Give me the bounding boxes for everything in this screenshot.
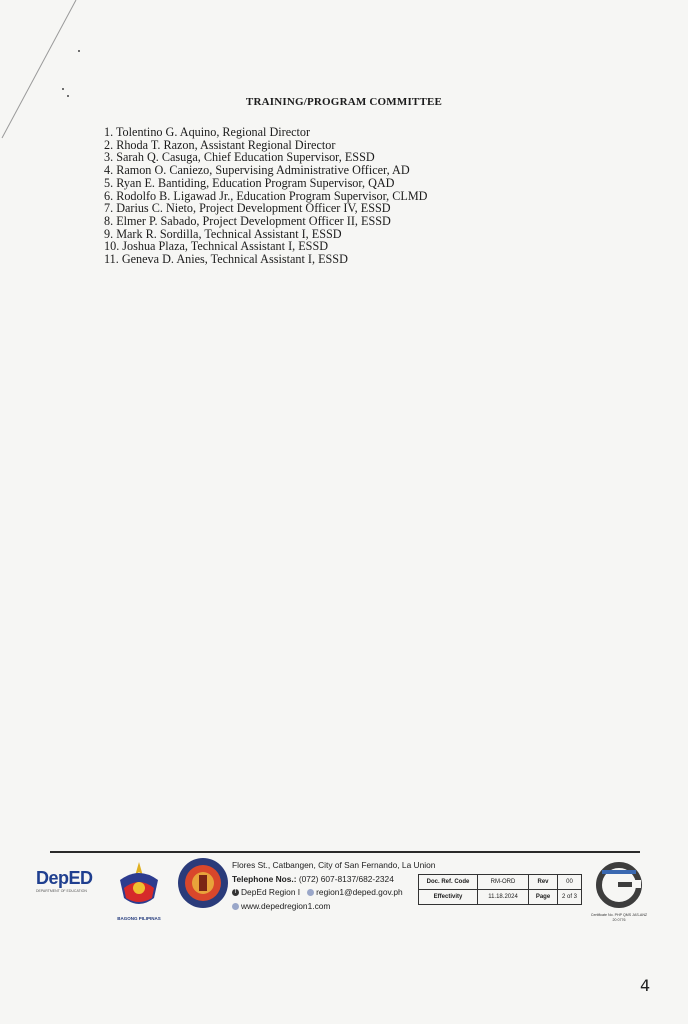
deped-logo-text: DepED bbox=[36, 868, 93, 888]
address-line: Flores St., Catbangen, City of San Fernando, La Union bbox=[232, 860, 436, 870]
doc-ref-code-label: Doc. Ref. Code bbox=[419, 875, 478, 890]
effectivity-label: Effectivity bbox=[419, 890, 478, 905]
doc-ref-row bbox=[419, 890, 582, 905]
bagong-pilipinas-logo bbox=[114, 858, 164, 912]
committee-heading: TRAINING/PROGRAM COMMITTEE bbox=[245, 96, 443, 108]
committee-member: 2. Rhoda T. Razon, Assistant Regional Director bbox=[104, 137, 336, 152]
committee-member: 10. Joshua Plaza, Technical Assistant I, ESSD bbox=[104, 239, 329, 254]
scan-edge-line bbox=[0, 0, 90, 150]
telephone-value: (072) 607-8137/682-2324 bbox=[298, 873, 394, 884]
footer-divider bbox=[50, 851, 640, 853]
social-line bbox=[232, 886, 432, 900]
bagong-pilipinas-caption: BAGONG PILIPINAS bbox=[117, 916, 161, 921]
contact-block bbox=[232, 859, 436, 913]
doc-ref-table bbox=[418, 874, 582, 905]
deped-logo-tagline: DEPARTMENT OF EDUCATION bbox=[36, 889, 87, 893]
scan-speck bbox=[78, 50, 80, 52]
committee-member: 1. Tolentino G. Aquino, Regional Director bbox=[104, 125, 311, 139]
website-link[interactable]: www.depedregion1.com bbox=[241, 900, 331, 911]
committee-member: 6. Rodolfo B. Ligawad Jr., Education Program Supervisor, CLMD bbox=[104, 188, 428, 203]
committee-member: 3. Sarah Q. Casuga, Chief Education Supervisor, ESSD bbox=[104, 150, 375, 165]
committee-member: 11. Geneva D. Anies, Technical Assistant I, ESSD bbox=[104, 252, 348, 267]
iso-certification-logo bbox=[596, 862, 642, 908]
committee-list bbox=[104, 126, 427, 266]
committee-member: 7. Darius C. Nieto, Project Development Officer IV, ESSD bbox=[104, 201, 391, 216]
committee-member: 8. Elmer P. Sabado, Project Development Officer II, ESSD bbox=[104, 213, 391, 228]
committee-member: 9. Mark R. Sordilla, Technical Assistant I, ESSD bbox=[104, 226, 342, 241]
email-link[interactable]: region1@deped.gov.ph bbox=[316, 887, 403, 897]
handwritten-page-number: 4 bbox=[640, 976, 651, 995]
facebook-icon: f bbox=[232, 889, 239, 896]
email-icon bbox=[307, 889, 314, 896]
page-value: 2 of 3 bbox=[558, 890, 582, 905]
doc-ref-row bbox=[419, 875, 582, 890]
committee-member: 4. Ramon O. Caniezo, Supervising Administrative Officer, AD bbox=[104, 163, 410, 178]
globe-icon bbox=[232, 903, 239, 910]
effectivity-value: 11.18.2024 bbox=[478, 890, 529, 905]
telephone-line bbox=[232, 873, 432, 887]
committee-member: 5. Ryan E. Bantiding, Education Program Supervisor, QAD bbox=[104, 175, 395, 190]
doc-ref-code-value: RM-ORD bbox=[478, 875, 529, 890]
deped-region-seal bbox=[177, 857, 229, 909]
deped-logo bbox=[36, 868, 104, 912]
rev-label: Rev bbox=[529, 875, 558, 890]
website-line bbox=[232, 900, 432, 914]
telephone-label: Telephone Nos.: bbox=[232, 873, 297, 884]
certification-caption: Certificate No. PHP QMS JAS-ANZ 20 0776 bbox=[590, 913, 648, 922]
facebook-link[interactable]: DepEd Region I bbox=[241, 887, 301, 897]
rev-value: 00 bbox=[558, 875, 582, 890]
page-label: Page bbox=[529, 890, 558, 905]
scan-speck bbox=[62, 88, 64, 90]
